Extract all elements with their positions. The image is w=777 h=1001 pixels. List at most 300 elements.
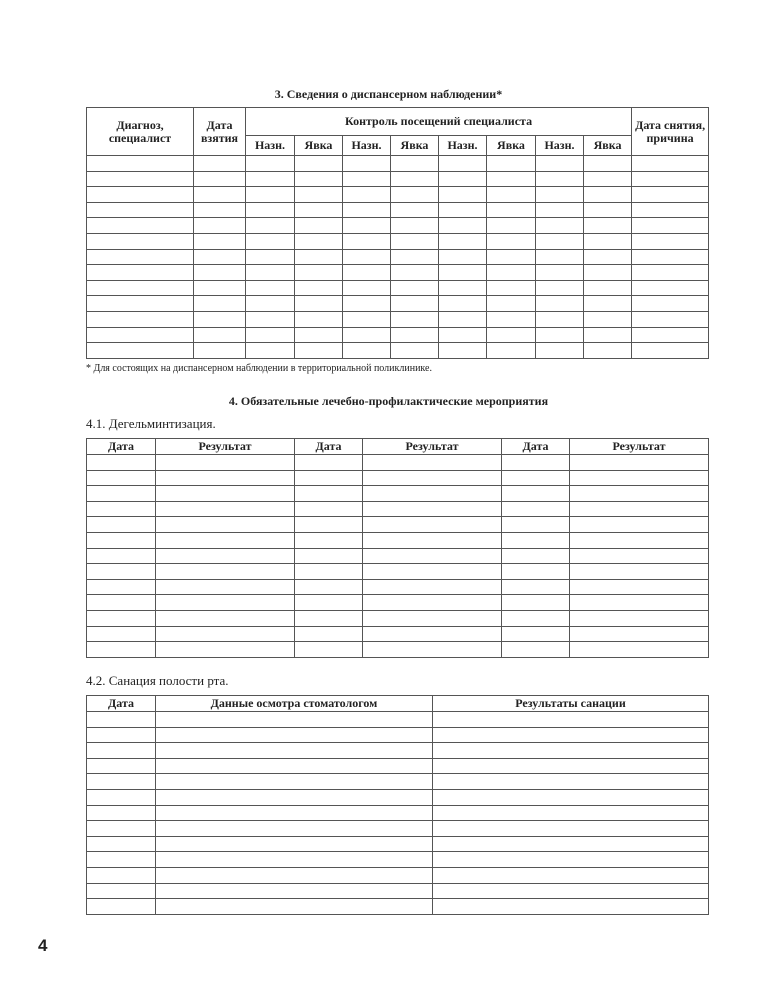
table-cell[interactable] xyxy=(536,218,584,234)
table-cell[interactable] xyxy=(295,343,343,359)
table-cell[interactable] xyxy=(363,564,502,580)
table-cell[interactable] xyxy=(87,470,156,486)
table-cell[interactable] xyxy=(295,280,343,296)
table-cell[interactable] xyxy=(87,327,194,343)
table-cell[interactable] xyxy=(156,455,295,471)
table-cell[interactable] xyxy=(87,202,194,218)
table-cell[interactable] xyxy=(487,327,536,343)
table-cell[interactable] xyxy=(156,727,433,743)
table-cell[interactable] xyxy=(363,579,502,595)
deworming-table xyxy=(86,438,709,658)
table-cell[interactable] xyxy=(584,343,632,359)
table-cell[interactable] xyxy=(87,187,194,203)
table-cell[interactable] xyxy=(487,218,536,234)
table-cell[interactable] xyxy=(87,501,156,517)
table-cell[interactable] xyxy=(584,265,632,281)
table-cell[interactable] xyxy=(439,311,487,327)
table-cell[interactable] xyxy=(194,156,246,172)
table-cell[interactable] xyxy=(584,156,632,172)
column-header: Явка xyxy=(295,136,343,156)
table-cell[interactable] xyxy=(584,327,632,343)
table-cell[interactable] xyxy=(87,517,156,533)
table-cell[interactable] xyxy=(439,327,487,343)
column-header: Результат xyxy=(363,439,502,455)
table-cell[interactable] xyxy=(87,852,156,868)
table-cell[interactable] xyxy=(570,470,709,486)
table-cell[interactable] xyxy=(584,280,632,296)
table-cell[interactable] xyxy=(295,642,363,658)
table-cell[interactable] xyxy=(246,171,295,187)
table-cell[interactable] xyxy=(156,626,295,642)
table-cell[interactable] xyxy=(439,296,487,312)
table-cell[interactable] xyxy=(632,233,709,249)
table-cell[interactable] xyxy=(87,610,156,626)
table-cell[interactable] xyxy=(391,202,439,218)
table-cell[interactable] xyxy=(156,899,433,915)
table-cell[interactable] xyxy=(584,202,632,218)
table-cell[interactable] xyxy=(295,470,363,486)
table-cell[interactable] xyxy=(343,156,391,172)
column-header: Дата xyxy=(295,439,363,455)
footnote: * Для состоящих на диспансерном наблюдении в территориальной поликлинике. xyxy=(86,363,432,374)
table-cell[interactable] xyxy=(87,774,156,790)
table-cell[interactable] xyxy=(391,249,439,265)
table-cell[interactable] xyxy=(343,265,391,281)
table-cell[interactable] xyxy=(502,470,570,486)
column-header: Результат xyxy=(156,439,295,455)
section-3-title: 3. Сведения о диспансерном наблюдении* xyxy=(274,87,503,101)
table-cell[interactable] xyxy=(584,233,632,249)
header-control: Контроль посещений специалиста xyxy=(246,108,632,136)
table-cell[interactable] xyxy=(632,202,709,218)
column-header: Явка xyxy=(487,136,536,156)
table-row xyxy=(87,187,709,203)
table-cell[interactable] xyxy=(536,327,584,343)
table-row xyxy=(87,156,709,172)
table-cell[interactable] xyxy=(87,233,194,249)
table-cell[interactable] xyxy=(343,171,391,187)
table-cell[interactable] xyxy=(343,233,391,249)
table-row xyxy=(87,501,709,517)
table-cell[interactable] xyxy=(156,743,433,759)
table-cell[interactable] xyxy=(391,218,439,234)
table-cell[interactable] xyxy=(502,517,570,533)
table-cell[interactable] xyxy=(87,486,156,502)
table-cell[interactable] xyxy=(194,249,246,265)
table-cell[interactable] xyxy=(584,311,632,327)
table-row xyxy=(87,836,709,852)
table-cell[interactable] xyxy=(439,280,487,296)
table-cell[interactable] xyxy=(536,249,584,265)
table-cell[interactable] xyxy=(536,280,584,296)
table-cell[interactable] xyxy=(487,187,536,203)
table-cell[interactable] xyxy=(295,311,343,327)
table-cell[interactable] xyxy=(363,470,502,486)
table-cell[interactable] xyxy=(433,852,709,868)
table-cell[interactable] xyxy=(439,171,487,187)
table-cell[interactable] xyxy=(570,610,709,626)
table-cell[interactable] xyxy=(156,789,433,805)
table-cell[interactable] xyxy=(246,343,295,359)
table-cell[interactable] xyxy=(391,327,439,343)
table-cell[interactable] xyxy=(343,327,391,343)
table-cell[interactable] xyxy=(363,455,502,471)
table-cell[interactable] xyxy=(391,233,439,249)
table-cell[interactable] xyxy=(363,486,502,502)
table-cell[interactable] xyxy=(246,233,295,249)
table-row xyxy=(87,327,709,343)
table-cell[interactable] xyxy=(363,532,502,548)
table-cell[interactable] xyxy=(487,249,536,265)
table-row xyxy=(87,202,709,218)
table-cell[interactable] xyxy=(87,218,194,234)
table-cell[interactable] xyxy=(343,343,391,359)
table-cell[interactable] xyxy=(632,156,709,172)
table-cell[interactable] xyxy=(536,233,584,249)
table-cell[interactable] xyxy=(343,280,391,296)
table-cell[interactable] xyxy=(87,821,156,837)
header-date-taken: Дата взятия xyxy=(194,108,246,156)
table-cell[interactable] xyxy=(295,532,363,548)
table-cell[interactable] xyxy=(363,610,502,626)
table-cell[interactable] xyxy=(439,156,487,172)
table-cell[interactable] xyxy=(363,642,502,658)
table-cell[interactable] xyxy=(194,327,246,343)
table-cell[interactable] xyxy=(570,532,709,548)
table-cell[interactable] xyxy=(632,311,709,327)
column-header: Дата xyxy=(502,439,570,455)
table-cell[interactable] xyxy=(363,626,502,642)
table-cell[interactable] xyxy=(570,486,709,502)
table-cell[interactable] xyxy=(391,187,439,203)
table-cell[interactable] xyxy=(87,805,156,821)
table-cell[interactable] xyxy=(536,187,584,203)
table-cell[interactable] xyxy=(433,836,709,852)
table-row xyxy=(87,517,709,533)
table-cell[interactable] xyxy=(570,455,709,471)
table-cell[interactable] xyxy=(536,171,584,187)
table-cell[interactable] xyxy=(194,296,246,312)
table-cell[interactable] xyxy=(156,486,295,502)
table-cell[interactable] xyxy=(502,532,570,548)
table-cell[interactable] xyxy=(246,202,295,218)
table-cell[interactable] xyxy=(194,233,246,249)
table-cell[interactable] xyxy=(632,218,709,234)
table-cell[interactable] xyxy=(502,610,570,626)
table-cell[interactable] xyxy=(87,743,156,759)
section-4-title: 4. Обязательные лечебно-профилактические мероприятия xyxy=(228,394,549,408)
table-cell[interactable] xyxy=(295,171,343,187)
table-cell[interactable] xyxy=(87,548,156,564)
table-row xyxy=(87,626,709,642)
table-row xyxy=(87,821,709,837)
table-cell[interactable] xyxy=(295,249,343,265)
table-cell[interactable] xyxy=(295,265,343,281)
table-cell[interactable] xyxy=(502,501,570,517)
table-cell[interactable] xyxy=(433,821,709,837)
table-cell[interactable] xyxy=(295,327,343,343)
column-header: Явка xyxy=(584,136,632,156)
table-cell[interactable] xyxy=(156,805,433,821)
table-cell[interactable] xyxy=(246,187,295,203)
table-cell[interactable] xyxy=(343,187,391,203)
table-cell[interactable] xyxy=(391,171,439,187)
table-row xyxy=(87,343,709,359)
table-cell[interactable] xyxy=(295,486,363,502)
table-cell[interactable] xyxy=(194,187,246,203)
table-cell[interactable] xyxy=(87,867,156,883)
table-row xyxy=(87,470,709,486)
table-cell[interactable] xyxy=(194,265,246,281)
table-cell[interactable] xyxy=(87,595,156,611)
table-cell[interactable] xyxy=(536,343,584,359)
table-cell[interactable] xyxy=(433,883,709,899)
table-cell[interactable] xyxy=(487,202,536,218)
table-cell[interactable] xyxy=(487,233,536,249)
table-cell[interactable] xyxy=(87,532,156,548)
table-cell[interactable] xyxy=(156,821,433,837)
table-cell[interactable] xyxy=(632,280,709,296)
table-cell[interactable] xyxy=(439,343,487,359)
table-cell[interactable] xyxy=(439,265,487,281)
table-cell[interactable] xyxy=(87,883,156,899)
table-cell[interactable] xyxy=(156,712,433,728)
table-cell[interactable] xyxy=(363,595,502,611)
table-cell[interactable] xyxy=(246,156,295,172)
table-cell[interactable] xyxy=(433,758,709,774)
table-cell[interactable] xyxy=(156,564,295,580)
table-cell[interactable] xyxy=(87,564,156,580)
table-cell[interactable] xyxy=(194,218,246,234)
table-cell[interactable] xyxy=(570,501,709,517)
table-cell[interactable] xyxy=(363,517,502,533)
table-cell[interactable] xyxy=(391,343,439,359)
table-cell[interactable] xyxy=(632,343,709,359)
table-cell[interactable] xyxy=(246,311,295,327)
table-row xyxy=(87,486,709,502)
table-cell[interactable] xyxy=(570,564,709,580)
table-cell[interactable] xyxy=(246,249,295,265)
table-cell[interactable] xyxy=(502,455,570,471)
table-cell[interactable] xyxy=(391,156,439,172)
table-cell[interactable] xyxy=(584,218,632,234)
table-cell[interactable] xyxy=(632,265,709,281)
table-row xyxy=(87,727,709,743)
column-header: Результат xyxy=(570,439,709,455)
table-cell[interactable] xyxy=(536,156,584,172)
table-cell[interactable] xyxy=(363,548,502,564)
table-cell[interactable] xyxy=(363,501,502,517)
table-cell[interactable] xyxy=(502,642,570,658)
table-cell[interactable] xyxy=(295,501,363,517)
table-cell[interactable] xyxy=(156,774,433,790)
table-cell[interactable] xyxy=(295,548,363,564)
table-cell[interactable] xyxy=(156,517,295,533)
table-cell[interactable] xyxy=(584,171,632,187)
table-cell[interactable] xyxy=(502,626,570,642)
table-cell[interactable] xyxy=(87,311,194,327)
table-cell[interactable] xyxy=(584,249,632,265)
table-cell[interactable] xyxy=(439,218,487,234)
table-cell[interactable] xyxy=(584,296,632,312)
table-cell[interactable] xyxy=(487,343,536,359)
table-cell[interactable] xyxy=(487,280,536,296)
table-cell[interactable] xyxy=(570,548,709,564)
table-cell[interactable] xyxy=(391,280,439,296)
table-cell[interactable] xyxy=(246,265,295,281)
table-cell[interactable] xyxy=(343,311,391,327)
table-cell[interactable] xyxy=(343,202,391,218)
table-cell[interactable] xyxy=(156,836,433,852)
table-cell[interactable] xyxy=(87,727,156,743)
table-cell[interactable] xyxy=(295,218,343,234)
oral-title: 4.2. Санация полости рта. xyxy=(86,673,229,688)
table-cell[interactable] xyxy=(87,171,194,187)
table-cell[interactable] xyxy=(487,171,536,187)
table-cell[interactable] xyxy=(87,455,156,471)
table-cell[interactable] xyxy=(87,789,156,805)
column-header: Дата xyxy=(87,696,156,712)
table-cell[interactable] xyxy=(570,595,709,611)
table-cell[interactable] xyxy=(487,311,536,327)
table-row xyxy=(87,758,709,774)
table-cell[interactable] xyxy=(156,642,295,658)
table-cell[interactable] xyxy=(87,579,156,595)
column-header: Явка xyxy=(391,136,439,156)
table-cell[interactable] xyxy=(194,311,246,327)
table-row xyxy=(87,579,709,595)
table-cell[interactable] xyxy=(570,517,709,533)
table-row xyxy=(87,311,709,327)
table-cell[interactable] xyxy=(632,187,709,203)
table-cell[interactable] xyxy=(343,218,391,234)
table-cell[interactable] xyxy=(295,626,363,642)
table-cell[interactable] xyxy=(433,727,709,743)
table-cell[interactable] xyxy=(433,867,709,883)
table-cell[interactable] xyxy=(295,564,363,580)
table-cell[interactable] xyxy=(156,883,433,899)
table-cell[interactable] xyxy=(295,517,363,533)
table-cell[interactable] xyxy=(295,579,363,595)
table-cell[interactable] xyxy=(246,218,295,234)
table-cell[interactable] xyxy=(433,774,709,790)
table-cell[interactable] xyxy=(343,249,391,265)
table-cell[interactable] xyxy=(433,899,709,915)
table-cell[interactable] xyxy=(87,265,194,281)
table-cell[interactable] xyxy=(246,327,295,343)
table-cell[interactable] xyxy=(156,470,295,486)
table-cell[interactable] xyxy=(194,343,246,359)
table-cell[interactable] xyxy=(295,455,363,471)
table-cell[interactable] xyxy=(584,187,632,203)
table-cell[interactable] xyxy=(487,265,536,281)
table-cell[interactable] xyxy=(87,836,156,852)
table-cell[interactable] xyxy=(295,156,343,172)
table-cell[interactable] xyxy=(87,343,194,359)
table-cell[interactable] xyxy=(632,327,709,343)
table-cell[interactable] xyxy=(156,532,295,548)
table-row xyxy=(87,564,709,580)
table-cell[interactable] xyxy=(570,579,709,595)
table-cell[interactable] xyxy=(391,311,439,327)
table-cell[interactable] xyxy=(194,280,246,296)
table-cell[interactable] xyxy=(632,296,709,312)
table-cell[interactable] xyxy=(433,712,709,728)
table-row xyxy=(87,548,709,564)
table-cell[interactable] xyxy=(87,156,194,172)
table-cell[interactable] xyxy=(502,564,570,580)
table-cell[interactable] xyxy=(87,249,194,265)
table-row xyxy=(87,610,709,626)
table-cell[interactable] xyxy=(439,202,487,218)
table-cell[interactable] xyxy=(246,280,295,296)
table-cell[interactable] xyxy=(295,296,343,312)
table-cell[interactable] xyxy=(156,501,295,517)
table-cell[interactable] xyxy=(433,743,709,759)
table-cell[interactable] xyxy=(570,642,709,658)
table-cell[interactable] xyxy=(156,758,433,774)
table-cell[interactable] xyxy=(87,899,156,915)
table-cell[interactable] xyxy=(439,249,487,265)
table-cell[interactable] xyxy=(246,296,295,312)
table-cell[interactable] xyxy=(536,265,584,281)
table-cell[interactable] xyxy=(391,265,439,281)
table-cell[interactable] xyxy=(632,171,709,187)
column-header: Данные осмотра стоматологом xyxy=(156,696,433,712)
table-cell[interactable] xyxy=(87,280,194,296)
table-cell[interactable] xyxy=(536,311,584,327)
table-cell[interactable] xyxy=(156,852,433,868)
table-cell[interactable] xyxy=(502,486,570,502)
table-cell[interactable] xyxy=(194,202,246,218)
table-cell[interactable] xyxy=(502,548,570,564)
table-cell[interactable] xyxy=(295,610,363,626)
table-cell[interactable] xyxy=(295,187,343,203)
table-cell[interactable] xyxy=(87,712,156,728)
table-cell[interactable] xyxy=(439,187,487,203)
table-cell[interactable] xyxy=(343,296,391,312)
table-cell[interactable] xyxy=(536,202,584,218)
table-cell[interactable] xyxy=(156,548,295,564)
table-cell[interactable] xyxy=(502,579,570,595)
table-cell[interactable] xyxy=(536,296,584,312)
table-cell[interactable] xyxy=(570,626,709,642)
page-number: 4 xyxy=(38,936,48,955)
table-cell[interactable] xyxy=(156,867,433,883)
column-header: Назн. xyxy=(343,136,391,156)
table-row xyxy=(87,743,709,759)
table-cell[interactable] xyxy=(295,595,363,611)
table-cell[interactable] xyxy=(632,249,709,265)
table-cell[interactable] xyxy=(87,296,194,312)
table-cell[interactable] xyxy=(439,233,487,249)
table-cell[interactable] xyxy=(87,758,156,774)
table-cell[interactable] xyxy=(156,610,295,626)
table-cell[interactable] xyxy=(87,626,156,642)
table-cell[interactable] xyxy=(295,202,343,218)
table-cell[interactable] xyxy=(391,296,439,312)
table-cell[interactable] xyxy=(156,579,295,595)
table-cell[interactable] xyxy=(433,805,709,821)
table-cell[interactable] xyxy=(87,642,156,658)
table-cell[interactable] xyxy=(295,233,343,249)
table-cell[interactable] xyxy=(433,789,709,805)
table-cell[interactable] xyxy=(487,296,536,312)
table-cell[interactable] xyxy=(502,595,570,611)
table-cell[interactable] xyxy=(487,156,536,172)
table-cell[interactable] xyxy=(194,171,246,187)
table-cell[interactable] xyxy=(156,595,295,611)
